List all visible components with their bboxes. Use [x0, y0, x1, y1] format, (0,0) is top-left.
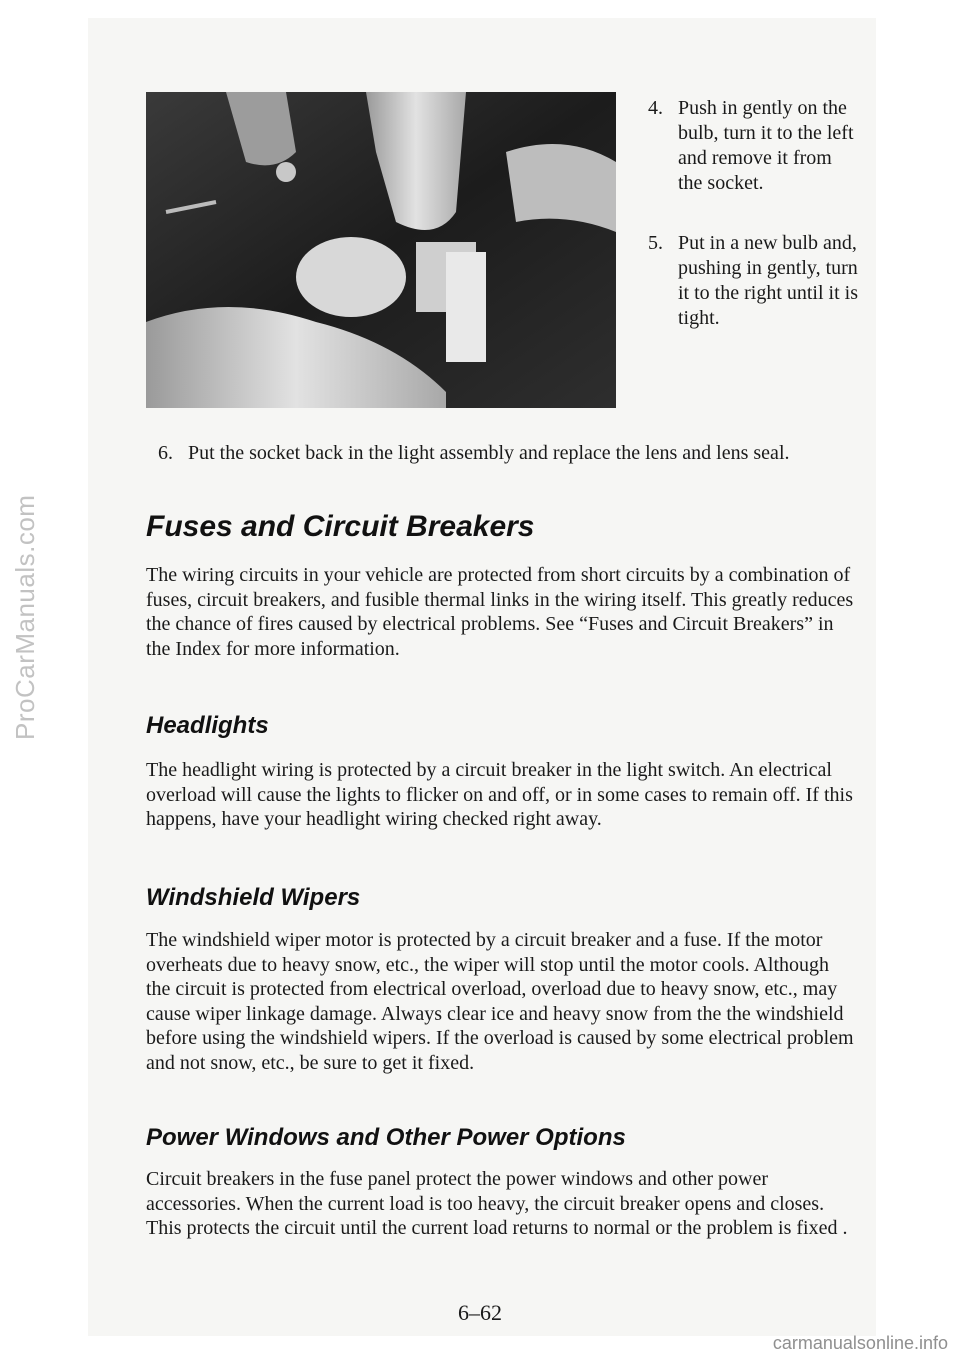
page-number: 6–62	[458, 1300, 502, 1325]
section-body-power-options: Circuit breakers in the fuse panel protect the power windows and other power accessories. When the current load is too heavy, the circuit breaker opens and closes. This protects the circuit until the current load returns to normal or the problem is fixed .	[146, 1168, 848, 1239]
step-text: Push in gently on the bulb, turn it to the left and remove it from the socket.	[678, 97, 854, 194]
section-body-headlights: The headlight wiring is protected by a circuit breaker in the light switch. An electrical overload will cause the lights to flicker on and off, or in some cases to remain off. If this happens, have your headlight wiring checked right away.	[146, 759, 853, 830]
step-5	[648, 231, 858, 331]
step-text: Put in a new bulb and, pushing in gently, turn it to the right until it is tight.	[678, 232, 858, 329]
step-4	[648, 96, 858, 196]
step-number: 6.	[158, 442, 173, 464]
section-heading-fuses: Fuses and Circuit Breakers	[146, 510, 535, 543]
photo-illustration	[146, 92, 616, 408]
section-body-fuses: The wiring circuits in your vehicle are protected from short circuits by a combination of fuses, circuit breakers, and fusible thermal links in the wiring itself. This greatly reduces the chance of fires caused by electrical problems. See “Fuses and Circuit Breakers” in the Index for more information.	[146, 564, 854, 660]
section-heading-headlights: Headlights	[146, 712, 269, 739]
step-6	[158, 441, 848, 466]
section-heading-power-options: Power Windows and Other Power Options	[146, 1124, 626, 1151]
step-number: 4.	[648, 97, 663, 119]
section-body-wipers: The windshield wiper motor is protected by a circuit breaker and a fuse. If the motor overheats due to heavy snow, etc., the wiper will stop until the motor cools. Although the circuit is protected from electrical overload, overload due to heavy snow, etc., may cause wiper linkage damage. Always clear ice and heavy snow from the the windshield before using the windshield wipers. If the overload is caused by some electrical problem and not snow, etc., be sure to get it fixed.	[146, 929, 854, 1074]
side-watermark: ProCarManuals.com	[10, 494, 40, 740]
section-heading-wipers: Windshield Wipers	[146, 884, 361, 911]
footer-watermark: carmanualsonline.info	[772, 1333, 948, 1353]
step-text: Put the socket back in the light assembly and replace the lens and lens seal.	[188, 442, 790, 464]
step-number: 5.	[648, 232, 663, 254]
bulb-socket-photo	[146, 92, 616, 408]
